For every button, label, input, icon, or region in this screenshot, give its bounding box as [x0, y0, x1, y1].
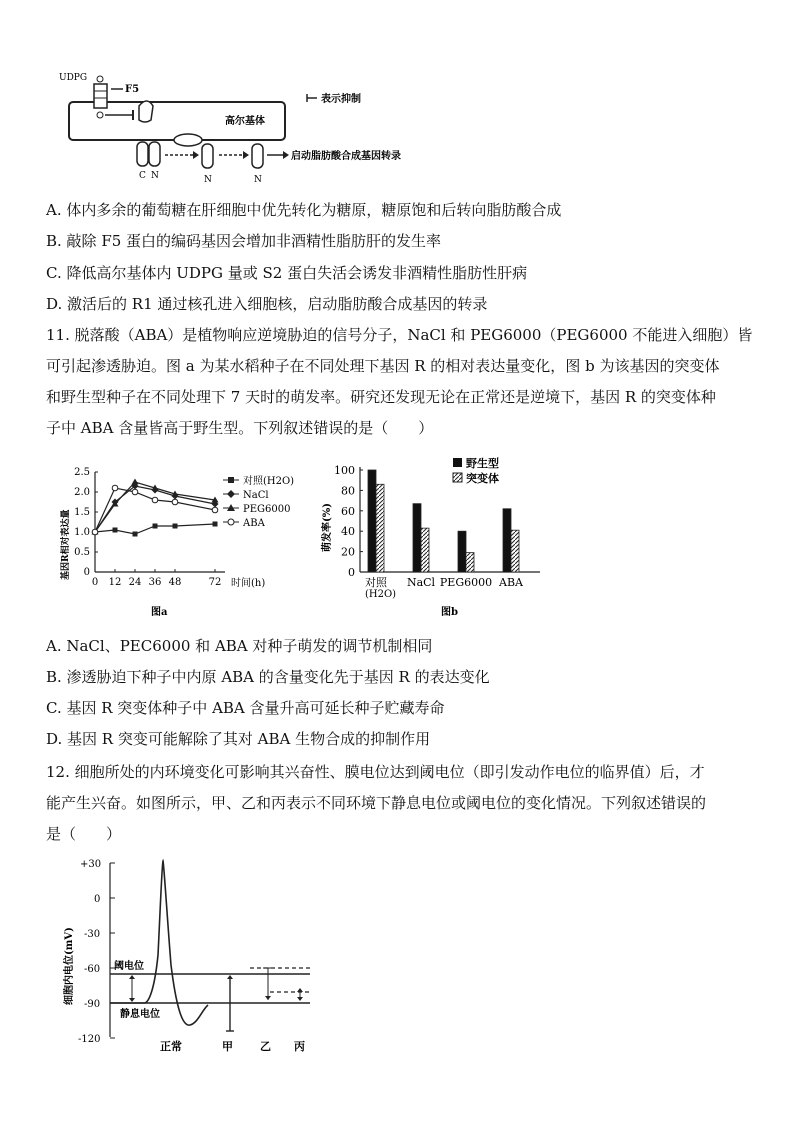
q12-stem-line-1: 12. 细胞所处的内环境变化可影响其兴奋性、膜电位达到阈电位（即引发动作电位的临界值）后，才 [46, 763, 705, 781]
chart-b-ytick-label: 80 [341, 484, 355, 498]
mp-ytick-0: +30 [80, 859, 102, 870]
chart-b-bar-0-3 [503, 509, 511, 572]
q11-stem-line-1: 11. 脱落酸（ABA）是植物响应逆境胁迫的信号分子，NaCl 和 PEG6000（PEG6000 不能进入细胞）皆 [46, 326, 753, 344]
legend-a-0: 对照(H2O) [243, 476, 295, 487]
transcription-label: 启动脂肪酸合成基因转录 [291, 151, 401, 162]
inhibition-legend: 表示抑制 [321, 94, 361, 105]
legend-b-1: 突变体 [466, 472, 499, 485]
normal-label: 正常 [160, 1040, 182, 1053]
mp-ytick-2: -30 [84, 929, 101, 940]
chart-b-bar-1-3 [511, 530, 519, 572]
chart-a-ytick-label: 2.5 [74, 467, 90, 478]
mp-ytick-1: 0 [94, 894, 101, 905]
chart-b-ytick-label: 40 [341, 525, 355, 539]
q11-option-d: D. 基因 R 突变可能解除了其对 ABA 生物合成的抑制作用 [46, 730, 431, 748]
q11-option-a: A. NaCl、PEC6000 和 ABA 对种子萌发的调节机制相同 [46, 637, 433, 655]
label-n2: N [204, 175, 212, 185]
chart-b-bar-1-1 [421, 528, 429, 572]
chart-a-legend [223, 474, 294, 529]
legend-a-1: NaCl [243, 490, 269, 501]
action-potential-curve [110, 861, 208, 1025]
legend-b-wild-swatch [453, 458, 462, 467]
chart-a-ytick-label: 0 [83, 567, 90, 578]
mp-ytick-4: -90 [84, 999, 101, 1010]
chart-b-legend [453, 456, 499, 485]
r1-nuclear [252, 144, 263, 168]
chart-b-xtick-label: NaCl [406, 576, 436, 589]
q11-stem-line-2: 可引起渗透胁迫。图 a 为某水稻种子在不同处理下基因 R 的相对表达量变化，图 b 为该基因的突变体 [46, 357, 720, 375]
chart-a-point-3-4 [172, 499, 178, 505]
legend-a-2: PEG6000 [243, 504, 291, 515]
r1-active [202, 144, 213, 168]
chart-b-ytick-label: 60 [341, 504, 355, 518]
mp-ylabel: 细胞内电位(mV) [64, 927, 75, 1005]
q12-stem-line-3: 是（ ） [46, 825, 122, 843]
yi-label: 乙 [260, 1040, 271, 1053]
chart-b-ytick-label: 20 [341, 545, 355, 559]
udpg-label: UDPG [59, 73, 88, 83]
chart-b [320, 456, 540, 618]
legend-a-3: ABA [243, 518, 265, 529]
q10-option-c: C. 降低高尔基体内 UDPG 量或 S2 蛋白失活会诱发非酒精性脂肪性肝病 [46, 264, 528, 282]
q11-option-c: C. 基因 R 突变体种子中 ABA 含量升高可延长种子贮藏寿命 [46, 699, 445, 717]
chart-a-point-3-3 [152, 497, 158, 503]
chart-a-point-0-4 [173, 524, 178, 529]
q10-option-b: B. 敲除 F5 蛋白的编码基因会增加非酒精性脂肪肝的发生率 [46, 232, 442, 250]
mp-ytick-3: -60 [84, 964, 101, 975]
chart-b-ytick-label: 0 [348, 566, 355, 579]
chart-a-xtick-label: 36 [148, 577, 162, 588]
chart-a-point-0-5 [213, 522, 218, 527]
mp-ytick-5: -120 [78, 1034, 101, 1045]
chart-a-xtick-label: 0 [91, 577, 99, 588]
vesicle [174, 134, 202, 146]
r1-protein-c [137, 142, 148, 166]
golgi-pathway-diagram [55, 62, 425, 187]
chart-b-xtick-label: PEG6000 [439, 576, 493, 589]
bing-label: 丙 [294, 1040, 305, 1053]
q11-stem-line-4: 子中 ABA 含量皆高于野生型。下列叙述错误的是（ ） [46, 419, 434, 437]
label-n3: N [254, 175, 262, 185]
chart-a-point-2-2 [132, 479, 139, 485]
r1-protein-n [149, 142, 160, 166]
chart-a-point-0-2 [133, 532, 138, 537]
q11-stem-line-3: 和野生型种子在不同处理下 7 天时的萌发率。研究还发现无论在正常还是逆境下，基因 R 的突变体种 [46, 388, 716, 406]
chart-b-bar-1-0 [376, 484, 384, 572]
chart-a-point-3-2 [132, 489, 138, 495]
chart-a-point-0-3 [153, 524, 158, 529]
chart-b-bar-0-0 [368, 470, 376, 572]
chart-b-bar-1-2 [466, 553, 474, 572]
chart-a-ytick-label: 1.0 [74, 527, 90, 538]
chart-b-title: 图b [441, 607, 458, 618]
chart-b-cat-sublabel: (H2O) [365, 589, 397, 600]
chart-a-xtick-label: 48 [168, 577, 182, 588]
chart-a-ytick-label: 0.5 [74, 547, 90, 558]
chart-a-xlabel: 时间(h) [231, 578, 266, 589]
resting-label: 静息电位 [120, 1009, 160, 1020]
chart-b-ylabel: 萌发率(%) [322, 503, 333, 552]
q11-option-b: B. 渗透胁迫下种子中内原 ABA 的含量变化先于基因 R 的表达变化 [46, 668, 490, 686]
jia-label: 甲 [222, 1040, 233, 1053]
chart-a-xtick-label: 24 [128, 577, 142, 588]
figure-charts [55, 452, 545, 630]
chart-a-ytick-label: 1.5 [74, 507, 90, 518]
udpg-molecule [97, 76, 103, 82]
label-c: C [139, 171, 146, 181]
chart-a-ylabel: 基因R相对表达量 [61, 509, 71, 580]
legend-b-mutant-swatch [453, 473, 462, 482]
s2-protein [139, 101, 153, 122]
transporter-protein [94, 84, 107, 108]
q10-option-a: A. 体内多余的葡萄糖在肝细胞中优先转化为糖原，糖原饱和后转向脂肪酸合成 [46, 201, 562, 219]
f5-label: F5 [125, 84, 140, 95]
chart-a [59, 467, 294, 618]
chart-b-xtick-label: 对照 [365, 576, 387, 589]
chart-a-xtick-label: 72 [208, 577, 222, 588]
chart-a-ytick-label: 2.0 [74, 487, 90, 498]
chart-a-point-3-0 [92, 529, 98, 535]
golgi-label: 高尔基体 [225, 116, 265, 127]
chart-b-bar-0-1 [413, 504, 421, 572]
membrane-potential-figure [50, 855, 340, 1055]
chart-b-ytick-label: 100 [334, 464, 355, 477]
chart-a-title: 图a [151, 607, 168, 618]
chart-a-point-3-5 [212, 507, 218, 513]
chart-a-point-0-1 [113, 528, 118, 533]
chart-a-point-3-1 [112, 485, 118, 491]
label-n1: N [151, 171, 159, 181]
q12-stem-line-2: 能产生兴奋。如图所示，甲、乙和丙表示不同环境下静息电位或阈电位的变化情况。下列叙述错误的 [46, 794, 707, 812]
threshold-label: 阈电位 [114, 961, 144, 972]
chart-b-bar-0-2 [458, 531, 466, 572]
legend-b-0: 野生型 [466, 457, 499, 470]
chart-b-xtick-label: ABA [499, 576, 523, 589]
chart-a-xtick-label: 12 [108, 577, 122, 588]
q10-option-d: D. 激活后的 R1 通过核孔进入细胞核，启动脂肪酸合成基因的转录 [46, 295, 488, 313]
